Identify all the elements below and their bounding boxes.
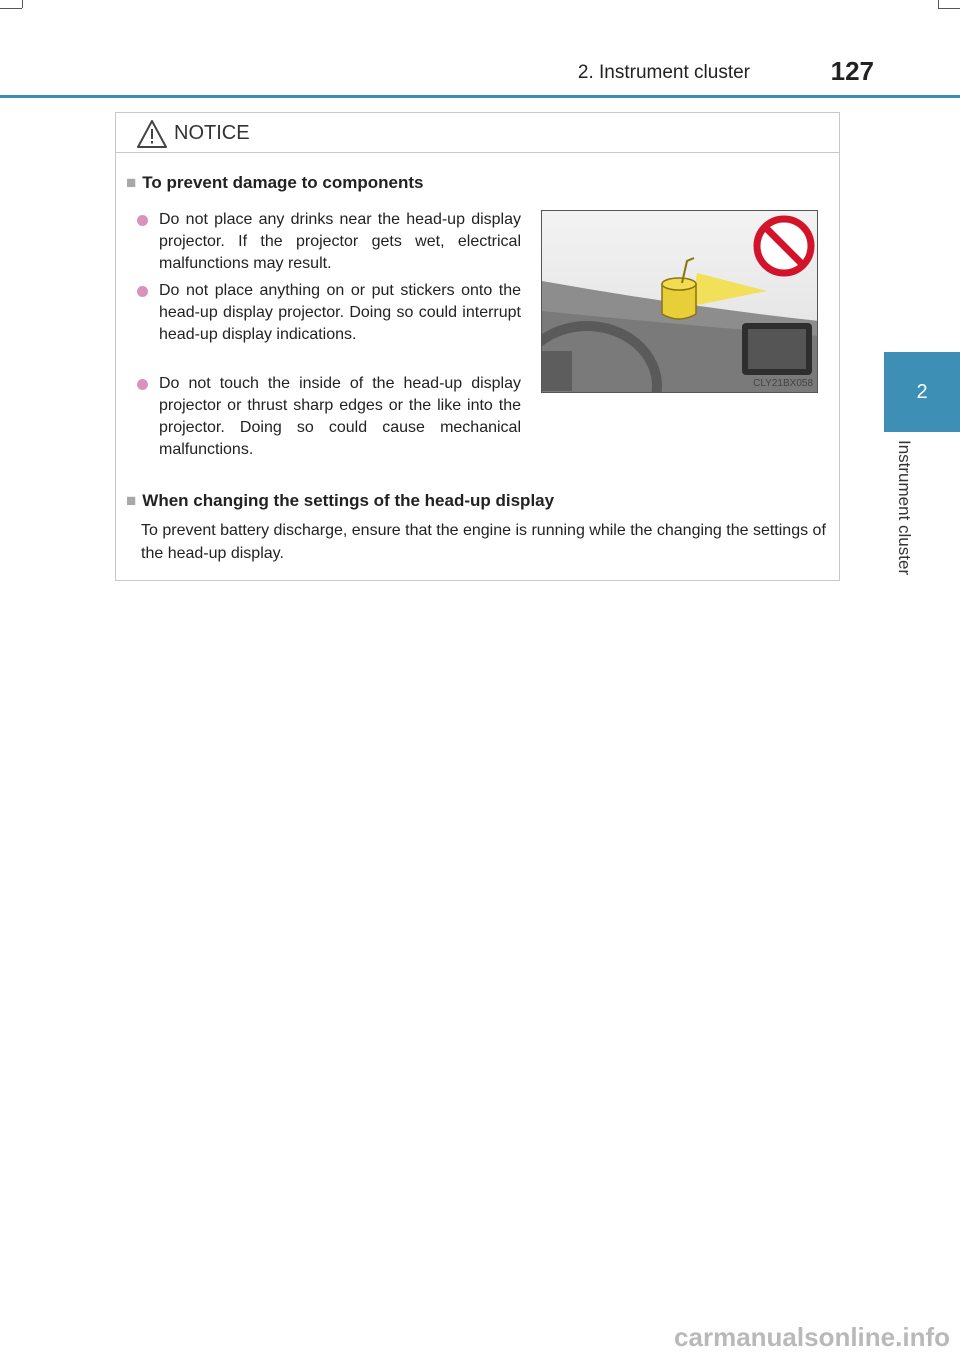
bullet-dot-icon [137,286,148,297]
bullet-dot-icon [137,215,148,226]
list-item: Do not touch the inside of the head-up display projector or thrust sharp edges or the like into the projector. Doing so could cause mechanical malfunctions. [141,373,521,461]
chapter-title: 2. Instrument cluster [577,62,750,83]
chapter-tab[interactable] [884,352,960,432]
notice-box [115,112,840,581]
square-bullet-icon: ■ [126,173,137,192]
square-bullet-icon: ■ [126,491,137,510]
bullet-dot-icon [137,379,148,390]
dashboard-drink-illustration [542,211,818,393]
notice-label: NOTICE [174,122,250,144]
list-item: Do not place any drinks near the head-up display projector. If the projector gets wet, electrical malfunctions may result. [141,209,521,275]
watermark[interactable]: carmanualsonline.info [674,1322,950,1352]
illustration-code: CLY21BX058 [753,378,813,389]
crop-mark [938,0,939,8]
header-rule [0,95,960,98]
notice-header [116,113,839,153]
page-number: 127 [830,56,874,86]
crop-mark [0,8,22,9]
footer [0,1320,960,1354]
section-title: ■ When changing the settings of the head-up display [126,491,555,510]
crop-mark [938,8,960,9]
warning-triangle-icon [136,119,168,149]
list-item: Do not place anything on or put stickers onto the head-up display projector. Doing so could interrupt head-up display indications. [141,280,521,346]
chapter-number: 2 [916,380,928,403]
chapter-tab-label: Instrument cluster [895,440,914,576]
illustration [541,210,818,393]
section-title: ■ To prevent damage to components [126,173,424,192]
crop-mark [22,0,23,8]
paragraph: To prevent battery discharge, ensure that the engine is running while the changing the settings of the head-up display. [141,522,826,562]
